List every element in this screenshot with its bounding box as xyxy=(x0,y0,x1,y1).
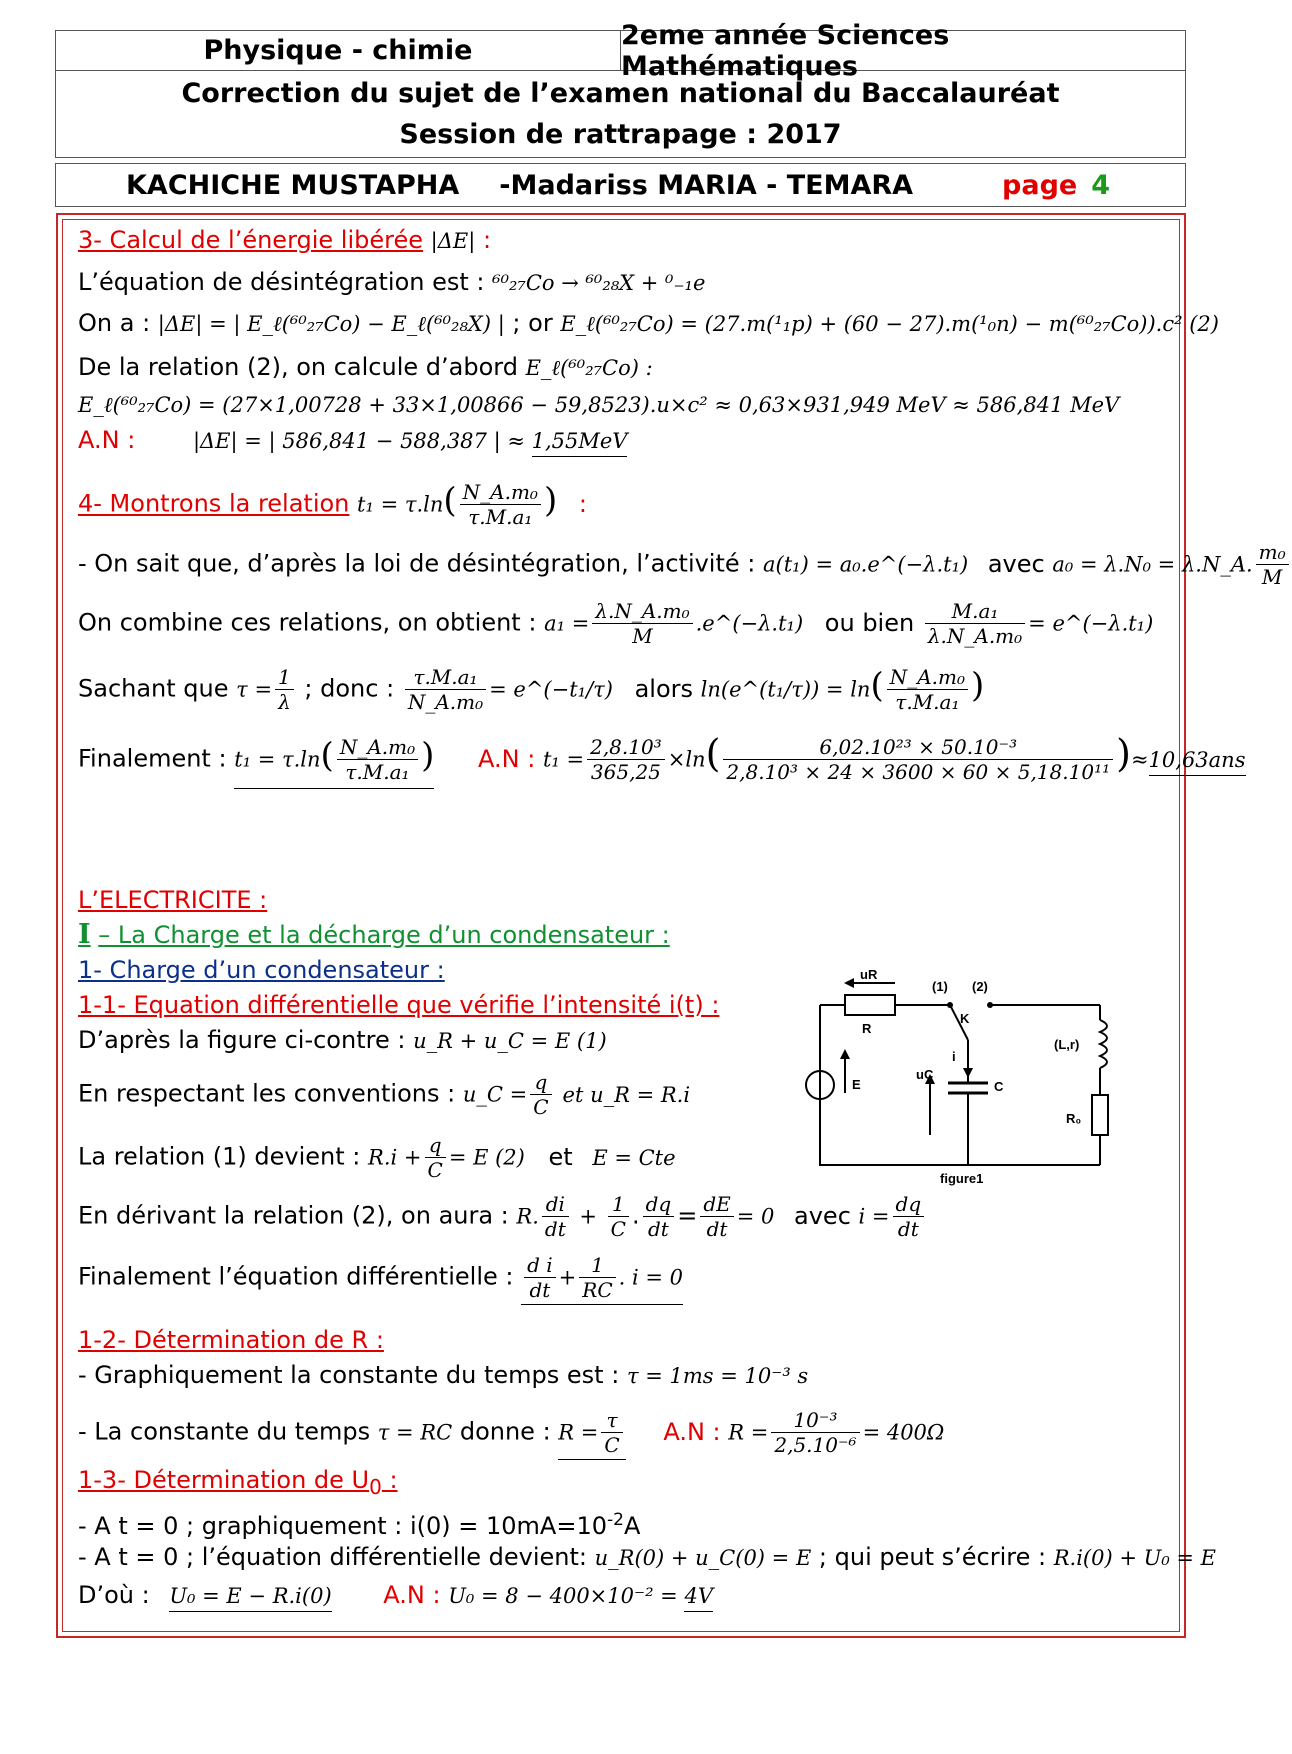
conventions-text: En respectant les conventions : xyxy=(78,1079,456,1108)
decay-law-line xyxy=(78,540,1292,589)
s13-title-sub: 0 xyxy=(369,1474,382,1499)
diff-equation-formula xyxy=(521,1253,683,1305)
resistor-r xyxy=(845,995,895,1015)
relation-1-cte: E = Cte xyxy=(592,1145,676,1170)
tau-rc-fraction xyxy=(601,1408,622,1457)
part-1-number: I xyxy=(78,919,91,950)
an-energy-line xyxy=(78,425,627,456)
label-ur: uR xyxy=(860,967,878,982)
label-r: R xyxy=(862,1021,872,1036)
arrowhead-ur xyxy=(844,978,854,988)
tau-rc-text: - La constante du temps xyxy=(78,1417,371,1446)
final-a-den: 365,25 xyxy=(590,760,661,784)
final-approx: ≈ xyxy=(1130,747,1149,772)
header-top-row xyxy=(56,19,1185,82)
relation-1-et: et xyxy=(548,1142,573,1171)
section-1-2-title-text: 1-2- Détermination de R : xyxy=(78,1326,384,1354)
derivation-n3: dq xyxy=(643,1192,675,1217)
tau-rc-formula: τ = RC xyxy=(377,1420,453,1445)
conventions-lhs: u_C = xyxy=(462,1082,528,1107)
conventions-rhs: et u_R = R.i xyxy=(562,1082,691,1107)
label-lr: (L,r) xyxy=(1054,1037,1080,1052)
tau-rc-line xyxy=(78,1408,944,1460)
relation-1-fraction xyxy=(425,1133,446,1182)
an-formula: |ΔE| = | 586,841 − 588,387 | ≈ xyxy=(192,429,532,453)
diff-rhs: . i = 0 xyxy=(618,1265,684,1290)
diff-n1: d i xyxy=(524,1253,556,1278)
t0-mid: ; qui peut s’écrire : xyxy=(818,1543,1047,1571)
decay-law-formula: a(t₁) = a₀.e^(−λ.t₁) xyxy=(763,552,969,577)
i0-unit: A xyxy=(623,1512,641,1540)
tau-lhs: τ = xyxy=(236,677,273,702)
delta-e-symbol: |ΔE| xyxy=(430,229,476,253)
an-result: 1,55MeV xyxy=(532,429,628,457)
electricity-title-text: L’ELECTRICITE : xyxy=(78,886,268,914)
tau-rc-an-num: 10⁻³ xyxy=(771,1408,859,1433)
combine-exp: .e^(−λ.t₁) xyxy=(695,611,804,636)
decay-equation-formula: ⁶⁰₂₇Co → ⁶⁰₂₈X + ⁰₋₁e xyxy=(492,271,706,295)
exam-title-line2: Session de rattrapage : 2017 xyxy=(399,119,842,150)
decay-law-text: - On sait que, d’après la loi de désintégration, l’activité : xyxy=(78,549,756,578)
tau-rc-R: R = xyxy=(558,1420,599,1445)
arrowhead-e xyxy=(840,1049,850,1059)
section-1-2-title xyxy=(78,1325,384,1355)
capacitor-c xyxy=(948,1083,988,1093)
derivation-plus: + xyxy=(579,1204,598,1229)
part-1-title xyxy=(78,920,670,950)
final-b-num: 6,02.10²³ × 50.10⁻³ xyxy=(723,735,1113,760)
relation-2-label: De la relation (2), on calcule d’abord xyxy=(78,353,518,381)
derivation-n1: di xyxy=(542,1192,569,1217)
page-number: 4 xyxy=(1091,169,1110,201)
derivation-d5: dt xyxy=(897,1217,919,1241)
section-1-title xyxy=(78,955,445,985)
figure-ref-formula: u_R + u_C = E (1) xyxy=(413,1029,607,1053)
relation-1-lhs: R.i + xyxy=(368,1145,422,1170)
t0-line xyxy=(78,1542,1216,1573)
graph-tau-formula: τ = 1ms = 10⁻³ s xyxy=(626,1364,809,1388)
relation-2-line xyxy=(78,352,653,383)
inductor-lr xyxy=(1100,1020,1107,1068)
label-pos2: (2) xyxy=(972,979,988,994)
derivation-d4: dt xyxy=(706,1217,728,1241)
t0-formula-1: u_R(0) + u_C(0) = E xyxy=(594,1546,812,1570)
tau-rc-num: τ xyxy=(601,1408,622,1433)
derivation-R: R. xyxy=(516,1204,539,1229)
diff-d1: dt xyxy=(529,1278,551,1302)
decay-equation-label: L’équation de désintégration est : xyxy=(78,268,485,296)
binding-energy-formula: E_ℓ(⁶⁰₂₇Co) = (27×1,00728 + 33×1,00866 − 59,8523).u×c² ≈ 0,63×931,949 MeV ≈ 586,841 MeV xyxy=(78,393,1120,417)
derivation-d3: dt xyxy=(647,1217,669,1241)
tau-ln-den: τ.M.a₁ xyxy=(895,690,960,714)
author-name: KACHICHE MUSTAPHA xyxy=(126,169,460,201)
ona-formula-2: E_ℓ(⁶⁰₂₇Co) = (27.m(¹₁p) + (60 − 27).m(¹₀n) − m(⁶⁰₂₇Co)).c² (2) xyxy=(560,312,1219,336)
derivation-zero: = 0 xyxy=(736,1204,775,1229)
school-name: -Madariss MARIA - TEMARA xyxy=(499,169,914,201)
final-den: τ.M.a₁ xyxy=(345,760,410,784)
derivation-n5: dq xyxy=(893,1192,925,1217)
tau-line: Sachant que τ = $\frac{1}{\lambda}$ ; donc : $\frac{\text{τ.M.a₁}}{\text{N\_A.m₀}}$ = e^(−t₁/τ) alors ln(e^(t₁/τ)) = ln( $\frac{\text{N\_A.m₀}}{\text{τ.M.a₁}}$ ) xyxy=(78,665,985,714)
section-1-title-text: 1- Charge d’un condensateur : xyxy=(78,956,445,984)
dou-calc: U₀ = 8 − 400×10⁻² = xyxy=(448,1584,685,1608)
dou-line xyxy=(78,1580,713,1611)
label-i: i xyxy=(952,1049,956,1064)
tau2-fraction xyxy=(405,665,486,714)
resistor-r0 xyxy=(1092,1095,1108,1135)
label-k: K xyxy=(960,1011,970,1026)
decay-law-a0-num: m₀ xyxy=(1256,540,1289,565)
final-b-fraction xyxy=(723,735,1113,784)
graph-tau-line xyxy=(78,1360,808,1391)
derivation-i: i = xyxy=(858,1204,890,1229)
label-pos1: (1) xyxy=(932,979,948,994)
figure-ref-line xyxy=(78,1025,607,1056)
derivation-line: En dérivant la relation (2), on aura : R. $\frac{di}{dt}$ + $\frac{1}{C}$ . $\frac{dq}{dt}$ = $\frac{dE}{dt}$ = 0 avec i = $\frac{dq}{dt}$ xyxy=(78,1192,927,1241)
i0-line xyxy=(78,1505,640,1541)
level-cell: 2eme année Sciences Mathématiques xyxy=(620,31,1185,70)
node-switch-2 xyxy=(987,1002,993,1008)
diff-equation-text: Finalement l’équation différentielle : xyxy=(78,1262,514,1291)
combine2-rhs: = e^(−λ.t₁) xyxy=(1028,611,1154,636)
s13-title-colon: : xyxy=(381,1466,398,1494)
label-c: C xyxy=(994,1079,1004,1094)
final-line: Finalement : t₁ = τ.ln( $\frac{\text{N\_A.m₀}}{\text{τ.M.a₁}}$ ) A.N : t₁ = $\frac{\text{2,8.10³}}{365,25}$ ×ln( $\frac{\text{6,02.10²³ × 50.10⁻³}}{\text{2,8.10³ × 24 × 3600 × 60 × 5,18.10¹¹}}$ )≈10,63ans xyxy=(78,735,1246,789)
derivation-avec: avec xyxy=(794,1201,851,1230)
section-1-3-title-text xyxy=(78,1466,398,1499)
tau-ln-num: N_A.m₀ xyxy=(887,665,968,690)
an-label: A.N : xyxy=(78,426,136,454)
dou-an: A.N : xyxy=(383,1581,441,1609)
diff-frac-1 xyxy=(524,1253,556,1302)
combine-text: On combine ces relations, on obtient : xyxy=(78,608,537,637)
relation-1-line xyxy=(78,1133,676,1182)
tau-rc-an-den: 2,5.10⁻⁶ xyxy=(774,1433,857,1457)
s13-title-main: 1-3- Détermination de U xyxy=(78,1466,370,1494)
tau-ln-fraction xyxy=(887,665,968,714)
section-3-title-text: 3- Calcul de l’énergie libérée xyxy=(78,226,424,254)
final-num: N_A.m₀ xyxy=(337,735,418,760)
final-fraction xyxy=(337,735,418,784)
section-3-title xyxy=(78,225,491,256)
relation-1-text: La relation (1) devient : xyxy=(78,1142,361,1171)
tau-text: Sachant que xyxy=(78,674,229,703)
decay-law-avec: avec xyxy=(987,549,1045,578)
relation-1-num: q xyxy=(425,1133,446,1158)
final-a-fraction xyxy=(587,735,665,784)
diff-plus: + xyxy=(558,1265,577,1290)
s4-lhs: t₁ = τ.ln xyxy=(357,492,444,517)
derivation-d2: C xyxy=(610,1217,626,1241)
diff-equation-line xyxy=(78,1253,683,1305)
label-uc: uC xyxy=(916,1067,934,1082)
diff-d2: RC xyxy=(582,1278,613,1302)
author-bar xyxy=(55,163,1186,207)
page-label: page xyxy=(1002,169,1078,201)
t0-formula-2: R.i(0) + U₀ = E xyxy=(1053,1546,1217,1570)
circuit-figure xyxy=(800,965,1160,1185)
binding-energy-calc xyxy=(78,389,1119,420)
tau-rc-donne: donne : xyxy=(459,1417,551,1446)
tau-rc-an-res: = 400Ω xyxy=(862,1420,945,1445)
derivation-n2: 1 xyxy=(608,1192,629,1217)
derivation-frac-3 xyxy=(643,1192,675,1241)
electricity-title xyxy=(78,885,267,915)
final-result-formula: t₁ = τ.ln( $\frac{\text{N\_A.m₀}}{\text{τ.M.a₁}}$ ) xyxy=(234,735,434,789)
tau-fraction xyxy=(275,665,294,714)
s4-fraction xyxy=(460,480,541,529)
tau-num: 1 xyxy=(275,665,294,690)
derivation-frac-2 xyxy=(608,1192,629,1241)
tau-donc: ; donc : xyxy=(304,674,395,703)
tau-rc-den: C xyxy=(604,1433,620,1457)
combine-lhs: a₁ = xyxy=(544,611,590,636)
s4-colon: : xyxy=(578,489,587,518)
final-an: A.N : xyxy=(478,744,536,773)
combine2-num: M.a₁ xyxy=(925,599,1025,624)
header-box xyxy=(55,19,1186,158)
combine-fraction xyxy=(592,599,692,648)
s4-num: N_A.m₀ xyxy=(460,480,541,505)
derivation-d1: dt xyxy=(544,1217,566,1241)
section-1-3-title xyxy=(78,1465,398,1502)
tau-ln: ln(e^(t₁/τ)) = ln xyxy=(700,677,871,702)
derivation-frac-1 xyxy=(542,1192,569,1241)
derivation-n4: dE xyxy=(700,1192,733,1217)
conventions-num: q xyxy=(530,1070,551,1095)
final-b-den: 2,8.10³ × 24 × 3600 × 60 × 5,18.10¹¹ xyxy=(726,760,1111,784)
diff-n2: 1 xyxy=(579,1253,615,1278)
relation-1-den: C xyxy=(427,1158,443,1182)
part-1-title-text: – La Charge et la décharge d’un condensateur : xyxy=(98,921,670,949)
tau-rc-result xyxy=(558,1408,625,1460)
conventions-line xyxy=(78,1070,690,1119)
section-4-title: 4- Montrons la relation t₁ = τ.ln( $\frac{\text{N\_A.m₀}}{\text{τ.M.a₁}}$ ) : xyxy=(78,480,587,529)
ona-label: On a : xyxy=(78,309,151,337)
final-ln: ×ln xyxy=(667,747,706,772)
decay-law-a0-fraction xyxy=(1256,540,1289,589)
conventions-den: C xyxy=(533,1095,549,1119)
section-1-1-title-text: 1-1- Equation différentielle que vérifie l’intensité i(t) : xyxy=(78,991,720,1019)
derivation-text: En dérivant la relation (2), on aura : xyxy=(78,1201,509,1230)
dou-text: D’où : xyxy=(78,1581,150,1609)
final-text: Finalement : xyxy=(78,744,227,773)
relation-1-rhs: = E (2) xyxy=(448,1145,525,1170)
diff-frac-2 xyxy=(579,1253,615,1302)
arrowhead-i xyxy=(963,1068,973,1078)
page-indicator xyxy=(1002,170,1110,201)
section-4-title-text: 4- Montrons la relation xyxy=(78,489,350,518)
section-3-colon: : xyxy=(482,226,492,254)
combine-line xyxy=(78,599,1153,648)
label-e: E xyxy=(852,1077,861,1092)
exam-title-line1: Correction du sujet de l’examen national du Baccalauréat xyxy=(181,78,1060,109)
derivation-frac-5 xyxy=(893,1192,925,1241)
label-caption: figure1 xyxy=(940,1171,984,1186)
ona-or: ; or xyxy=(512,309,553,337)
dou-formula: U₀ = E − R.i(0) xyxy=(169,1584,331,1612)
tau2-rhs: = e^(−t₁/τ) xyxy=(489,677,613,702)
relation-2-formula: E_ℓ(⁶⁰₂₇Co) : xyxy=(525,356,653,380)
ona-formula-1: |ΔE| = | E_ℓ(⁶⁰₂₇Co) − E_ℓ(⁶⁰₂₈X) | xyxy=(157,312,505,336)
tau-rc-an-R: R = xyxy=(728,1420,769,1445)
conventions-fraction xyxy=(530,1070,551,1119)
label-r0: R₀ xyxy=(1066,1111,1082,1126)
exam-title xyxy=(56,71,1185,157)
final-lhs: t₁ = τ.ln xyxy=(234,747,321,772)
combine-den: M xyxy=(632,624,653,648)
combine-num: λ.N_A.m₀ xyxy=(592,599,692,624)
tau-den: λ xyxy=(278,690,291,714)
t0-text: - A t = 0 ; l’équation différentielle devient: xyxy=(78,1543,587,1571)
tau2-num: τ.M.a₁ xyxy=(405,665,486,690)
ona-line xyxy=(78,308,1219,339)
combine-or: ou bien xyxy=(824,608,915,637)
final-t1: t₁ = xyxy=(542,747,585,772)
i0-exp: -2 xyxy=(606,1510,624,1530)
dou-result: 4V xyxy=(684,1584,713,1612)
tau-alors: alors xyxy=(634,674,694,703)
combine2-fraction xyxy=(925,599,1025,648)
decay-law-a0-den: M xyxy=(1261,565,1283,589)
decay-law-a0: a₀ = λ.N₀ = λ.N_A. xyxy=(1052,552,1253,577)
s4-den: τ.M.a₁ xyxy=(468,505,533,529)
combine2-den: λ.N_A.m₀ xyxy=(927,624,1023,648)
tau2-den: N_A.m₀ xyxy=(407,690,484,714)
section-1-1-title xyxy=(78,990,719,1020)
final-a-num: 2,8.10³ xyxy=(587,735,665,760)
tau-rc-an: A.N : xyxy=(663,1417,721,1446)
subject-cell: Physique - chimie xyxy=(203,35,473,66)
final-result: 10,63ans xyxy=(1149,748,1246,776)
node-switch-1 xyxy=(947,1002,953,1008)
derivation-frac-4 xyxy=(700,1192,733,1241)
i0-text: - A t = 0 ; graphiquement : i(0) = 10mA=10 xyxy=(78,1512,607,1540)
figure-ref-text: D’après la figure ci-contre : xyxy=(78,1026,406,1054)
graph-tau-text: - Graphiquement la constante du temps est : xyxy=(78,1361,620,1389)
decay-equation-line xyxy=(78,267,705,298)
tau-rc-an-fraction xyxy=(771,1408,859,1457)
